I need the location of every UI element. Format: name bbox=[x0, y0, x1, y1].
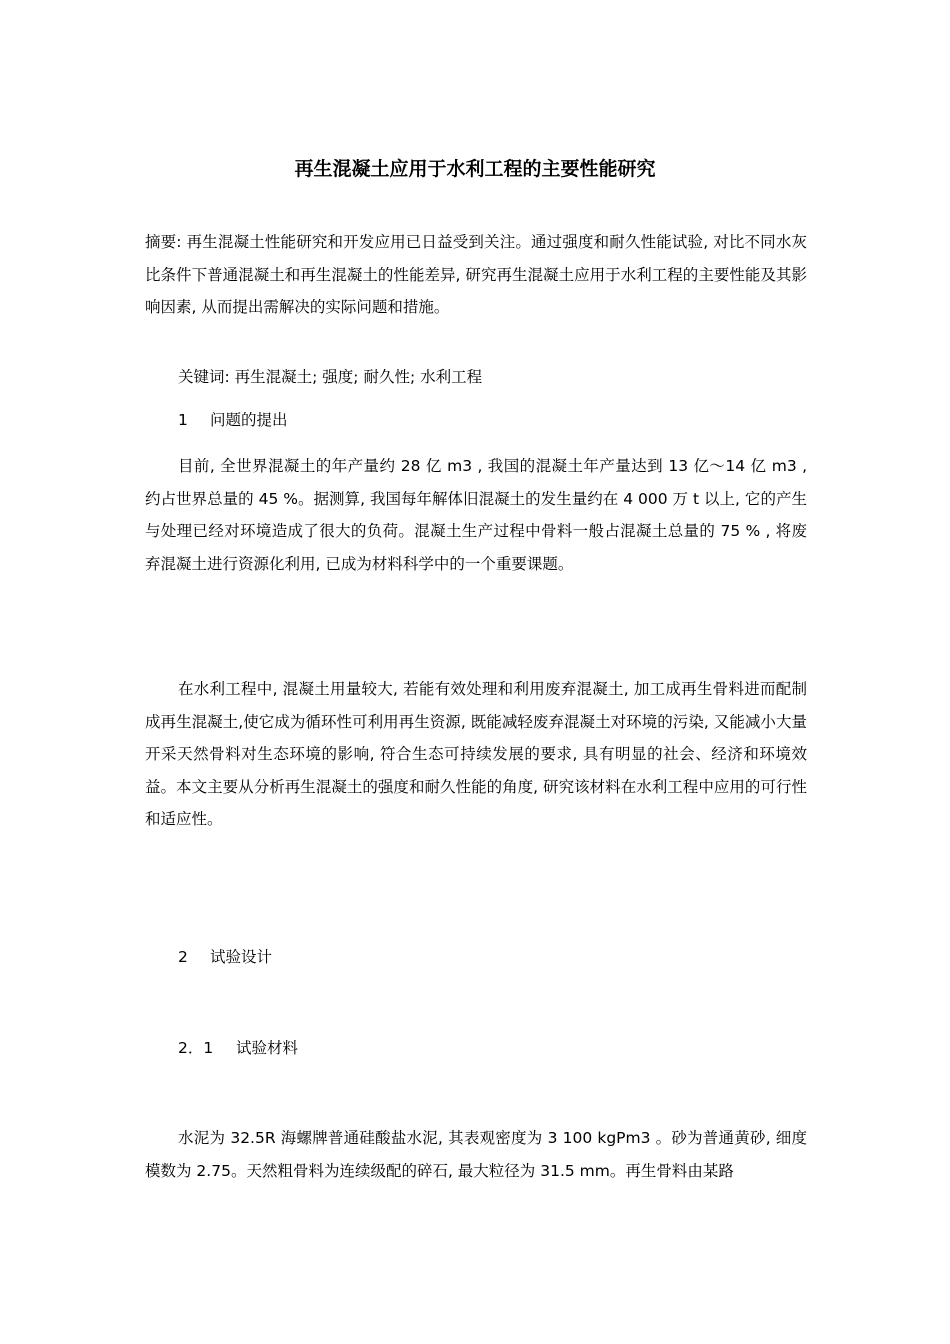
section-1-number: 1 bbox=[178, 411, 188, 429]
section-1-title: 问题的提出 bbox=[210, 411, 288, 429]
section-1-paragraph-1: 目前, 全世界混凝土的年产量约 28 亿 m3 , 我国的混凝土年产量达到 13 亿～14 亿 m3 , 约占世界总量的 45 %。据测算, 我国每年解体旧混凝土的发生量约在 4 000 万 t 以上, 它的产生与处理已经对环境造成了很大的负荷。混凝土生产过程中骨料一般占混凝土总量的 75 % , 将废弃混凝土进行资源化利用, 已成为材料科学中的一个重要课题。 bbox=[145, 457, 807, 573]
abstract-paragraph: 摘要: 再生混凝土性能研究和开发应用已日益受到关注。通过强度和耐久性能试验, 对比不同水灰比条件下普通混凝土和再生混凝土的性能差异, 研究再生混凝土应用于水利工程的主要性能及其影响因素, 从而提出需解决的实际问题和措施。 bbox=[145, 233, 807, 316]
section-2-1-paragraph-1: 水泥为 32.5R 海螺牌普通硅酸盐水泥, 其表观密度为 3 100 kgPm3 。砂为普通黄砂, 细度模数为 2.75。天然粗骨料为连续级配的碎石, 最大粒径为 31.5 mm。再生骨料由某路 bbox=[145, 1129, 807, 1180]
section-2-title: 试验设计 bbox=[210, 948, 273, 966]
section-2-1-number: 2．1 bbox=[178, 1039, 214, 1057]
section-2-1-heading bbox=[178, 1034, 298, 1062]
section-2-heading bbox=[178, 943, 272, 971]
document-title: 再生混凝土应用于水利工程的主要性能研究 bbox=[294, 158, 656, 180]
section-1-paragraph-2: 在水利工程中, 混凝土用量较大, 若能有效处理和利用废弃混凝土, 加工成再生骨料进而配制成再生混凝土,使它成为循环性可利用再生资源, 既能减轻废弃混凝土对环境的污染, 又能减小大量开采天然骨料对生态环境的影响, 符合生态可持续发展的要求, 具有明显的社会、经济和环境效益。本文主要从分析再生混凝土的强度和耐久性能的角度, 研究该材料在水利工程中应用的可行性和适应性。 bbox=[145, 680, 807, 828]
section-2-number: 2 bbox=[178, 948, 188, 966]
section-1-heading bbox=[178, 406, 288, 434]
keywords-line: 关键词: 再生混凝土; 强度; 耐久性; 水利工程 bbox=[178, 368, 483, 386]
section-2-1-title: 试验材料 bbox=[236, 1039, 299, 1057]
